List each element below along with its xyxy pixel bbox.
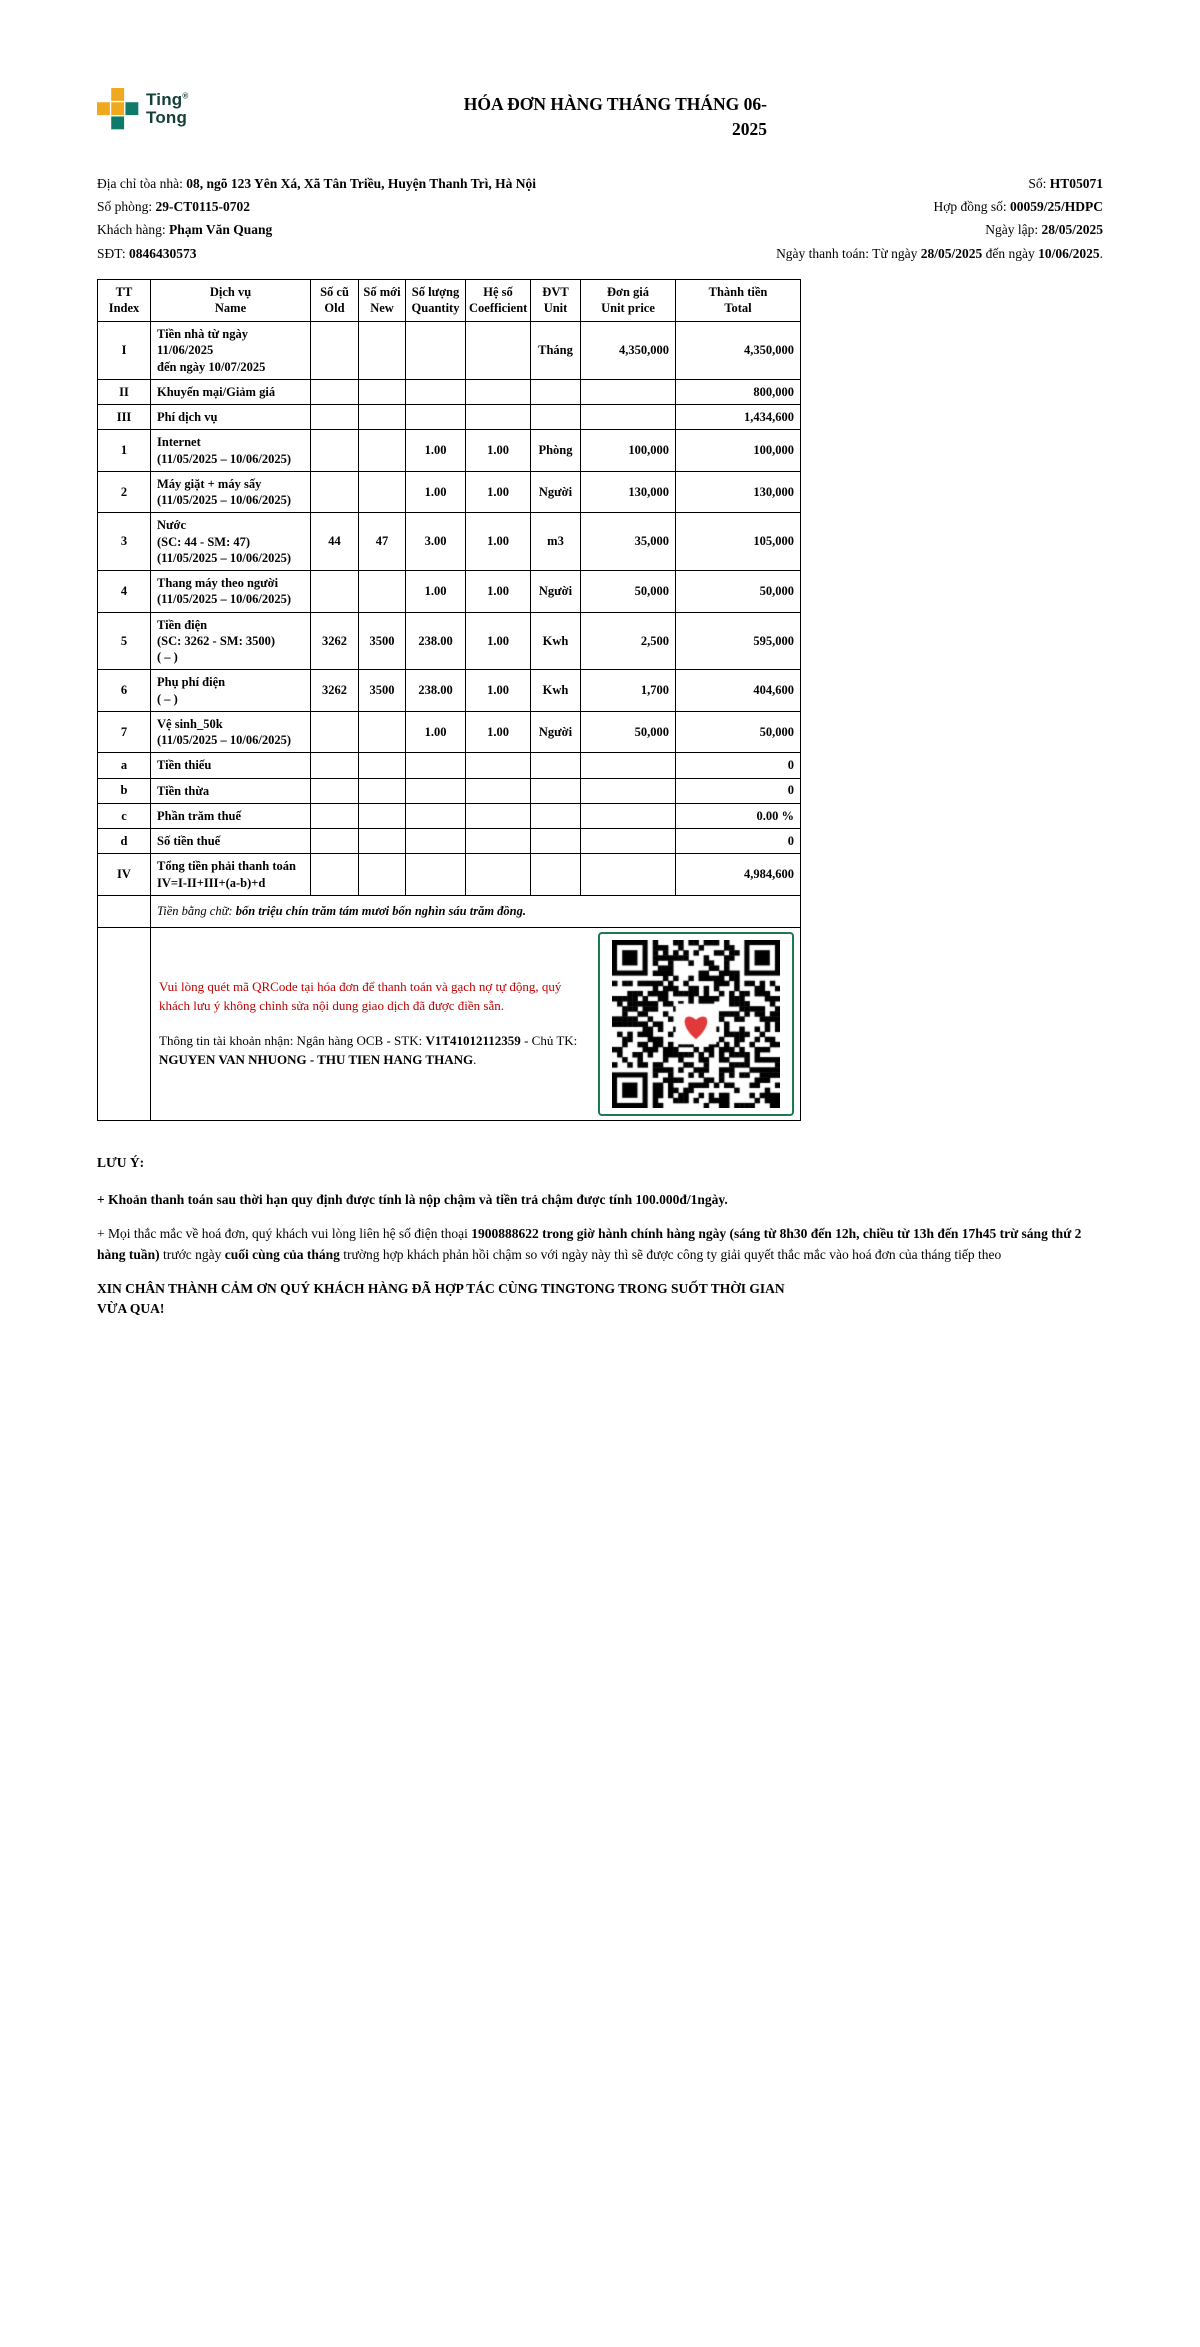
cell-service-name: Vệ sinh_50k (11/05/2025 – 10/06/2025) [151,711,311,753]
cell-old [311,322,359,380]
cell-coefficient [466,778,531,803]
cell-service-name: Tiền điện (SC: 3262 - SM: 3500) ( – ) [151,612,311,670]
column-header: Số mới New [359,279,406,321]
cell-total: 4,350,000 [676,322,801,380]
cell-quantity [406,829,466,854]
cell-unit: Kwh [531,612,581,670]
cell-old [311,778,359,803]
cell-quantity: 238.00 [406,612,466,670]
cell-total: 50,000 [676,571,801,613]
table-row [98,670,801,712]
cell-old [311,711,359,753]
table-row [98,322,801,380]
column-header: Dịch vụ Name [151,279,311,321]
cell-new: 3500 [359,612,406,670]
cell-service-name: Internet (11/05/2025 – 10/06/2025) [151,430,311,472]
cell-new [359,778,406,803]
cell-coefficient [466,829,531,854]
cell-service-name: Thang máy theo người (11/05/2025 – 10/06/2025) [151,571,311,613]
cell-unit [531,753,581,778]
cell-index: II [98,379,151,404]
cell-index: 4 [98,571,151,613]
cell-total: 0 [676,829,801,854]
cell-old: 44 [311,513,359,571]
column-header: ĐVT Unit [531,279,581,321]
cell-old: 3262 [311,612,359,670]
tingtong-logo-icon [97,88,139,130]
cell-coefficient: 1.00 [466,471,531,513]
cell-unit-price: 50,000 [581,571,676,613]
logo-word-top: Ting [146,89,183,109]
column-header: Số cũ Old [311,279,359,321]
cell-old [311,471,359,513]
cell-new [359,803,406,828]
cell-coefficient [466,405,531,430]
table-row [98,803,801,828]
cell-unit [531,803,581,828]
amount-in-words-cell [151,895,801,927]
logo-word-bottom: Tong [146,108,188,127]
table-row [98,471,801,513]
cell-old [311,571,359,613]
cell-unit-price: 130,000 [581,471,676,513]
cell-unit-price [581,778,676,803]
column-header: Hệ số Coefficient [466,279,531,321]
info-line: SĐT: 0846430573 [97,245,197,261]
cell-quantity: 1.00 [406,711,466,753]
cell-unit-price [581,379,676,404]
table-row [98,379,801,404]
cell-old [311,753,359,778]
cell-coefficient [466,753,531,778]
cell-service-name: Tiền thiếu [151,753,311,778]
table-body [98,322,801,896]
info-line: Số: HT05071 [1028,176,1103,191]
cell-quantity [406,379,466,404]
footer-note: + Khoản thanh toán sau thời hạn quy định được tính là nộp chậm và tiền trả chậm được tính 100.000đ/1ngày. [97,1191,728,1207]
cell-coefficient [466,854,531,896]
cell-index: d [98,829,151,854]
cell-total: 105,000 [676,513,801,571]
cell-quantity [406,854,466,896]
cell-index: b [98,778,151,803]
cell-index [98,895,151,927]
cell-unit [531,379,581,404]
cell-service-name: Phụ phí điện ( – ) [151,670,311,712]
info-line: Số phòng: 29-CT0115-0702 [97,199,251,215]
cell-coefficient [466,379,531,404]
cell-service-name: Phần trăm thuế [151,803,311,828]
cell-unit-price: 2,500 [581,612,676,670]
cell-old [311,379,359,404]
cell-coefficient: 1.00 [466,430,531,472]
table-row [98,571,801,613]
amount-in-words-row [98,895,801,927]
table-header [98,279,801,321]
cell-quantity [406,803,466,828]
cell-quantity: 1.00 [406,430,466,472]
cell-coefficient [466,803,531,828]
cell-quantity [406,322,466,380]
invoice-footer [97,1153,1103,1321]
cell-unit: Tháng [531,322,581,380]
amount-in-words-value: bốn triệu chín trăm tám mươi bốn nghìn sáu trăm đồng. [235,903,527,918]
cell-unit-price: 4,350,000 [581,322,676,380]
cell-unit-price [581,753,676,778]
cell-quantity: 1.00 [406,571,466,613]
cell-unit-price [581,829,676,854]
cell-new [359,379,406,404]
cell-quantity: 1.00 [406,471,466,513]
cell-index: III [98,405,151,430]
cell-service-name: Số tiền thuế [151,829,311,854]
cell-index: a [98,753,151,778]
cell-unit-price: 50,000 [581,711,676,753]
cell-quantity [406,405,466,430]
cell-new [359,405,406,430]
document-title [437,92,767,141]
cell-coefficient: 1.00 [466,513,531,571]
cell-new: 3500 [359,670,406,712]
cell-coefficient: 1.00 [466,612,531,670]
cell-unit-price [581,854,676,896]
invoice-info [97,172,1103,265]
cell-unit: Người [531,711,581,753]
info-line: Khách hàng: Phạm Văn Quang [97,222,273,238]
document-title-line1: HÓA ĐƠN HÀNG THÁNG THÁNG 06- [463,94,767,114]
cell-old [311,430,359,472]
cell-service-name: Tổng tiền phải thanh toán IV=I-II+III+(a-b)+d [151,854,311,896]
cell-total: 404,600 [676,670,801,712]
cell-index: 5 [98,612,151,670]
cell-unit-price [581,803,676,828]
footer-note: + Mọi thắc mắc về hoá đơn, quý khách vui lòng liên hệ số điện thoại 1900888622 trong giờ hành chính hàng ngày (sáng từ 8h30 đến 12h, chiều từ 13h đến 17h45 trừ sáng thứ 2 hàng tuần) trước ngày cuối cùng của tháng trường hợp khách phản hồi chậm so với ngày này thì sẽ được công ty giải quyết thắc mắc vào hoá đơn của tháng tiếp theo [97,1225,1082,1262]
cell-total: 0 [676,778,801,803]
cell-unit-price: 35,000 [581,513,676,571]
cell-unit: Kwh [531,670,581,712]
cell-coefficient: 1.00 [466,571,531,613]
cell-unit [531,854,581,896]
invoice-info-left [97,172,542,265]
cell-new [359,753,406,778]
footer-notes [97,1190,1103,1321]
cell-service-name: Tiền thừa [151,778,311,803]
cell-coefficient: 1.00 [466,670,531,712]
cell-unit [531,405,581,430]
cell-unit: Người [531,571,581,613]
table-row [98,711,801,753]
qr-section-cell [151,927,801,1120]
tingtong-logo-text [146,91,188,128]
qr-instructions [157,978,584,1069]
cell-old [311,405,359,430]
cell-quantity: 3.00 [406,513,466,571]
cell-total: 4,984,600 [676,854,801,896]
cell-index: 3 [98,513,151,571]
cell-old [311,829,359,854]
cell-total: 0.00 % [676,803,801,828]
cell-unit [531,778,581,803]
cell-old [311,803,359,828]
qr-row [98,927,801,1120]
table-footer-rows [98,895,801,1120]
table-row [98,612,801,670]
table-row [98,753,801,778]
qr-account-info: Thông tin tài khoản nhận: Ngân hàng OCB - STK: V1T41012112359 - Chủ TK: NGUYEN VAN NHUONG - THU TIEN HANG THANG. [159,1032,578,1067]
cell-total: 50,000 [676,711,801,753]
invoice-header [97,88,1103,152]
table-row [98,513,801,571]
cell-new [359,829,406,854]
cell-new [359,571,406,613]
cell-unit: Phòng [531,430,581,472]
document-title-line2: 2025 [732,118,767,139]
cell-index: 2 [98,471,151,513]
registered-mark: ® [182,90,189,100]
cell-new [359,711,406,753]
cell-total: 0 [676,753,801,778]
cell-coefficient [466,322,531,380]
cell-service-name: Máy giặt + máy sấy (11/05/2025 – 10/06/2025) [151,471,311,513]
cell-index: IV [98,854,151,896]
table-row [98,854,801,896]
cell-new [359,854,406,896]
cell-index: 1 [98,430,151,472]
qr-section [157,932,794,1116]
cell-service-name: Phí dịch vụ [151,405,311,430]
cell-service-name: Khuyến mại/Giảm giá [151,379,311,404]
cell-quantity [406,753,466,778]
info-line: Địa chỉ tòa nhà: 08, ngõ 123 Yên Xá, Xã Tân Triều, Huyện Thanh Trì, Hà Nội [97,176,537,191]
cell-unit: m3 [531,513,581,571]
cell-index: 7 [98,711,151,753]
cell-unit-price: 100,000 [581,430,676,472]
cell-total: 130,000 [676,471,801,513]
column-header: Thành tiền Total [676,279,801,321]
cell-total: 1,434,600 [676,405,801,430]
invoice-info-right [542,172,1103,265]
footer-note: XIN CHÂN THÀNH CẢM ƠN QUÝ KHÁCH HÀNG ĐÃ HỢP TÁC CÙNG TINGTONG TRONG SUỐT THỜI GIAN VỪA QUA! [97,1280,785,1317]
info-line: Hợp đồng số: 00059/25/HDPC [933,199,1103,215]
amount-in-words-label: Tiền bằng chữ: [157,903,236,918]
cell-total: 595,000 [676,612,801,670]
cell-index [98,927,151,1120]
cell-index: 6 [98,670,151,712]
cell-index: c [98,803,151,828]
info-line: Ngày lập: 28/05/2025 [985,222,1103,238]
footer-heading: LƯU Ý: [97,1154,145,1170]
cell-quantity: 238.00 [406,670,466,712]
table-row [98,430,801,472]
cell-unit: Người [531,471,581,513]
info-line: Ngày thanh toán: Từ ngày 28/05/2025 đến ngày 10/06/2025. [776,245,1103,261]
cell-new: 47 [359,513,406,571]
cell-coefficient: 1.00 [466,711,531,753]
cell-quantity [406,778,466,803]
table-row [98,829,801,854]
qr-payment-note: Vui lòng quét mã QRCode tại hóa đơn để thanh toán và gạch nợ tự động, quý khách lưu ý không chỉnh sửa nội dung giao dịch đã được điền sẵn. [159,979,562,1014]
column-header: TT Index [98,279,151,321]
table-row [98,405,801,430]
cell-new [359,430,406,472]
cell-service-name: Tiền nhà từ ngày 11/06/2025 đến ngày 10/07/2025 [151,322,311,380]
cell-total: 100,000 [676,430,801,472]
qr-code [612,940,780,1108]
cell-unit [531,829,581,854]
cell-unit-price [581,405,676,430]
invoice-page [0,88,1200,2347]
invoice-table [97,279,801,1121]
column-header: Đơn giá Unit price [581,279,676,321]
cell-new [359,471,406,513]
cell-unit-price: 1,700 [581,670,676,712]
cell-index: I [98,322,151,380]
table-row [98,778,801,803]
cell-total: 800,000 [676,379,801,404]
column-header: Số lượng Quantity [406,279,466,321]
cell-old: 3262 [311,670,359,712]
table-header-row [98,279,801,321]
cell-service-name: Nước (SC: 44 - SM: 47) (11/05/2025 – 10/06/2025) [151,513,311,571]
qr-code-frame [598,932,794,1116]
cell-new [359,322,406,380]
cell-old [311,854,359,896]
